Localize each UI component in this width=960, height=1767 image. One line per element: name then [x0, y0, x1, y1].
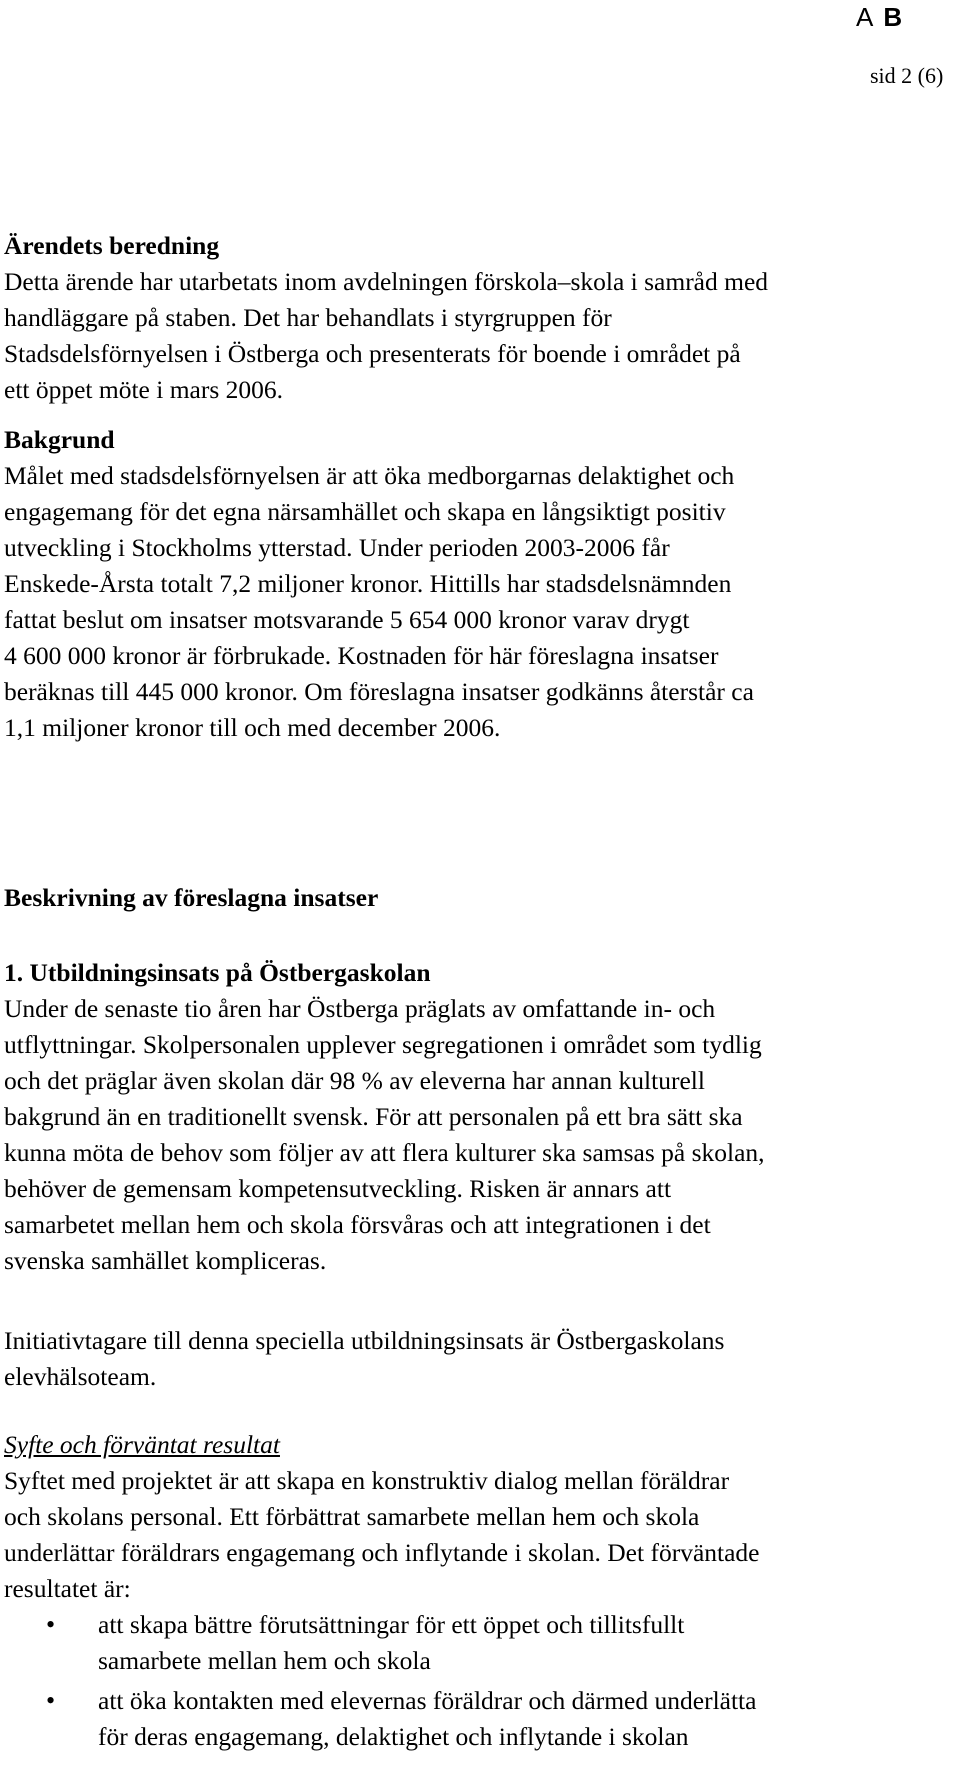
section-syfte [4, 1427, 952, 1607]
paragraph-line: fattat beslut om insatser motsvarande 5 654 000 kronor varav drygt [4, 605, 690, 634]
paragraph-line: underlättar föräldrars engagemang och inflytande i skolan. Det förväntade [4, 1538, 760, 1567]
paragraph-line: engagemang för det egna närsamhället och skapa en långsiktigt positiv [4, 497, 726, 526]
list-item-line: samarbete mellan hem och skola [98, 1646, 431, 1675]
paragraph-line: kunna möta de behov som följer av att flera kulturer ska samsas på skolan, [4, 1138, 765, 1167]
section-heading: Beskrivning av föreslagna insatser [4, 883, 379, 912]
subsection-heading: 1. Utbildningsinsats på Östbergaskolan [4, 958, 431, 987]
subsection-heading: Syfte och förväntat resultat [4, 1430, 280, 1459]
paragraph-line: resultatet är: [4, 1574, 131, 1603]
paragraph-line: Initiativtagare till denna speciella utbildningsinsats är Östbergaskolans [4, 1326, 725, 1355]
paragraph-line: behöver de gemensam kompetensutveckling. Risken är annars att [4, 1174, 672, 1203]
paragraph-line: beräknas till 445 000 kronor. Om föreslagna insatser godkänns återstår ca [4, 677, 754, 706]
logo-mark [856, 2, 902, 32]
section-heading: Bakgrund [4, 425, 115, 454]
paragraph-line: Detta ärende har utarbetats inom avdelningen förskola–skola i samråd med [4, 267, 769, 296]
list-item-line: för deras engagemang, delaktighet och inflytande i skolan [98, 1722, 689, 1751]
paragraph-line: 4 600 000 kronor är förbrukade. Kostnaden för här föreslagna insatser [4, 641, 719, 670]
paragraph-line: elevhälsoteam. [4, 1362, 157, 1391]
bullet-icon: • [46, 1686, 56, 1715]
paragraph-line: Syftet med projektet är att skapa en konstruktiv dialog mellan föräldrar [4, 1466, 730, 1495]
section-beskrivning [4, 880, 952, 916]
paragraph-line: svenska samhället kompliceras. [4, 1246, 327, 1275]
bullet-icon: • [46, 1610, 56, 1639]
list-item [4, 1683, 952, 1755]
paragraph-line: Enskede-Årsta totalt 7,2 miljoner kronor. Hittills har stadsdelsnämnden [4, 569, 732, 598]
logo-letter-a: A [856, 2, 874, 32]
section-bakgrund [4, 422, 952, 746]
list-item-line: att öka kontakten med elevernas föräldrar och därmed underlätta [98, 1686, 757, 1715]
logo-letter-b: B [883, 2, 903, 32]
expected-results-list [4, 1607, 952, 1759]
paragraph-line: 1,1 miljoner kronor till och med december 2006. [4, 713, 501, 742]
paragraph-line: Stadsdelsförnyelsen i Östberga och presenterats för boende i området på [4, 339, 741, 368]
list-item-line: att skapa bättre förutsättningar för ett öppet och tillitsfullt [98, 1610, 685, 1639]
paragraph-line: samarbetet mellan hem och skola försvåras och att integrationen i det [4, 1210, 711, 1239]
section-initiativ [4, 1323, 952, 1395]
paragraph-line: Målet med stadsdelsförnyelsen är att öka medborgarnas delaktighet och [4, 461, 735, 490]
paragraph-line: bakgrund än en traditionellt svensk. För att personalen på ett bra sätt ska [4, 1102, 743, 1131]
section-insats-1 [4, 955, 952, 1279]
paragraph-line: och skolans personal. Ett förbättrat samarbete mellan hem och skola [4, 1502, 700, 1531]
paragraph-line: ett öppet möte i mars 2006. [4, 375, 284, 404]
paragraph-line: Under de senaste tio åren har Östberga präglats av omfattande in- och [4, 994, 716, 1023]
paragraph-line: utflyttningar. Skolpersonalen upplever segregationen i området som tydlig [4, 1030, 762, 1059]
paragraph-line: utveckling i Stockholms ytterstad. Under perioden 2003-2006 får [4, 533, 670, 562]
section-heading: Ärendets beredning [4, 231, 220, 260]
section-beredning [4, 228, 952, 408]
paragraph-line: handläggare på staben. Det har behandlats i styrgruppen för [4, 303, 612, 332]
paragraph-line: och det präglar även skolan där 98 % av eleverna har annan kulturell [4, 1066, 705, 1095]
page-number: sid 2 (6) [870, 63, 944, 88]
list-item [4, 1607, 952, 1679]
